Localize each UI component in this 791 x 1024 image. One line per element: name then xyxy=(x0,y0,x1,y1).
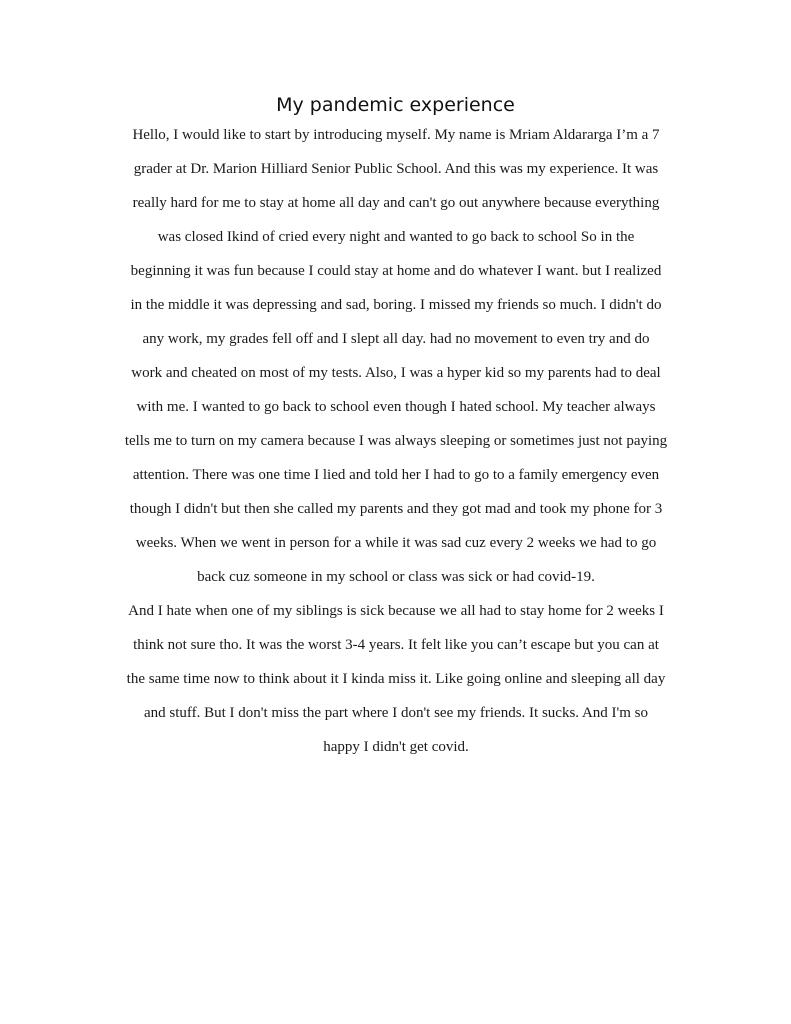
text-line: the same time now to think about it I kinda miss it. Like going online and sleeping all day xyxy=(126,671,666,687)
text-line: really hard for me to stay at home all day and can't go out anywhere because everything xyxy=(132,195,660,211)
text-line: and stuff. But I don't miss the part where I don't see my friends. It sucks. And I'm so xyxy=(143,705,648,721)
text-line: Hello, I would like to start by introducing myself. My name is Mriam Aldararga I’m a 7 xyxy=(132,127,660,143)
text-line: work and cheated on most of my tests. Also, I was a hyper kid so my parents had to deal xyxy=(131,365,661,381)
paragraph-2 xyxy=(78,594,714,764)
text-line: And I hate when one of my siblings is sick because we all had to stay home for 2 weeks I xyxy=(128,603,664,619)
text-line: though I didn't but then she called my parents and they got mad and took my phone for 3 xyxy=(129,501,663,517)
text-line: any work, my grades fell off and I slept all day. had no movement to even try and do xyxy=(142,331,650,347)
document-title: My pandemic experience xyxy=(276,94,515,116)
text-line: back cuz someone in my school or class was sick or had covid-19. xyxy=(197,569,595,585)
text-line: in the middle it was depressing and sad, boring. I missed my friends so much. I didn't do xyxy=(130,297,662,313)
text-line: beginning it was fun because I could stay at home and do whatever I want. but I realized xyxy=(130,263,662,279)
text-line: think not sure tho. It was the worst 3-4 years. It felt like you can’t escape but you can at xyxy=(133,637,659,653)
text-line: with me. I wanted to go back to school even though I hated school. My teacher always xyxy=(136,399,656,415)
document-body xyxy=(78,118,714,764)
text-line: was closed Ikind of cried every night and wanted to go back to school So in the xyxy=(157,229,635,245)
paragraph-1 xyxy=(78,118,714,594)
text-line: tells me to turn on my camera because I was always sleeping or sometimes just not paying xyxy=(124,433,668,449)
text-line: happy I didn't get covid. xyxy=(323,739,469,755)
text-line: grader at Dr. Marion Hilliard Senior Public School. And this was my experience. It was xyxy=(133,161,659,177)
text-line: attention. There was one time I lied and told her I had to go to a family emergency even xyxy=(132,467,660,483)
text-line: weeks. When we went in person for a while it was sad cuz every 2 weeks we had to go xyxy=(135,535,657,551)
